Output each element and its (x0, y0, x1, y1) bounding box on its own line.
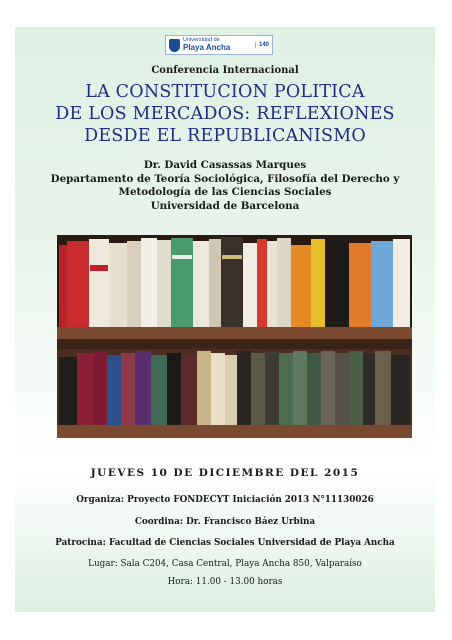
logo-badge: 140 (255, 42, 269, 48)
poster (15, 27, 435, 612)
speaker-dept1: Departamento de Teoría Sociológica, Filosofía del Derecho y (50, 172, 400, 185)
bookshelf-image (57, 235, 412, 438)
speaker-block (15, 159, 435, 213)
shield-icon (169, 39, 180, 52)
speaker-dept2: Metodología de las Ciencias Sociales (118, 186, 332, 198)
hora-line: Hora: 11.00 - 13.00 horas (167, 577, 283, 587)
patrocina-line: Patrocina: Facultad de Ciencias Sociales Universidad de Playa Ancha (55, 538, 395, 548)
logo-line1: Universidad de (183, 37, 220, 44)
bookshelf-illustration (57, 235, 412, 438)
title-line2: DE LOS MERCADOS: REFLEXIONES (55, 104, 395, 124)
speaker-name: Dr. David Casassas Marques (143, 159, 307, 171)
page-title (15, 81, 435, 147)
title-line3: DESDE EL REPUBLICANISMO (84, 126, 366, 146)
university-logo (165, 35, 273, 55)
top-shelf-books (59, 237, 410, 327)
bottom-shelf-books (59, 351, 410, 425)
title-line1: LA CONSTITUCION POLITICA (85, 82, 365, 102)
speaker-university: Universidad de Barcelona (150, 199, 300, 212)
coordina-line: Coordina: Dr. Francisco Báez Urbina (134, 517, 316, 527)
organiza-line: Organiza: Proyecto FONDECYT Iniciación 2013 N°11130026 (76, 495, 374, 505)
lugar-line: Lugar: Sala C204, Casa Central, Playa Ancha 850, Valparaíso (88, 559, 362, 569)
event-date: JUEVES 10 DE DICIEMBRE DEL 2015 (90, 467, 360, 479)
logo-text (183, 38, 230, 52)
conference-label: Conferencia Internacional (151, 65, 299, 76)
logo-line2: Playa Ancha (183, 42, 231, 52)
